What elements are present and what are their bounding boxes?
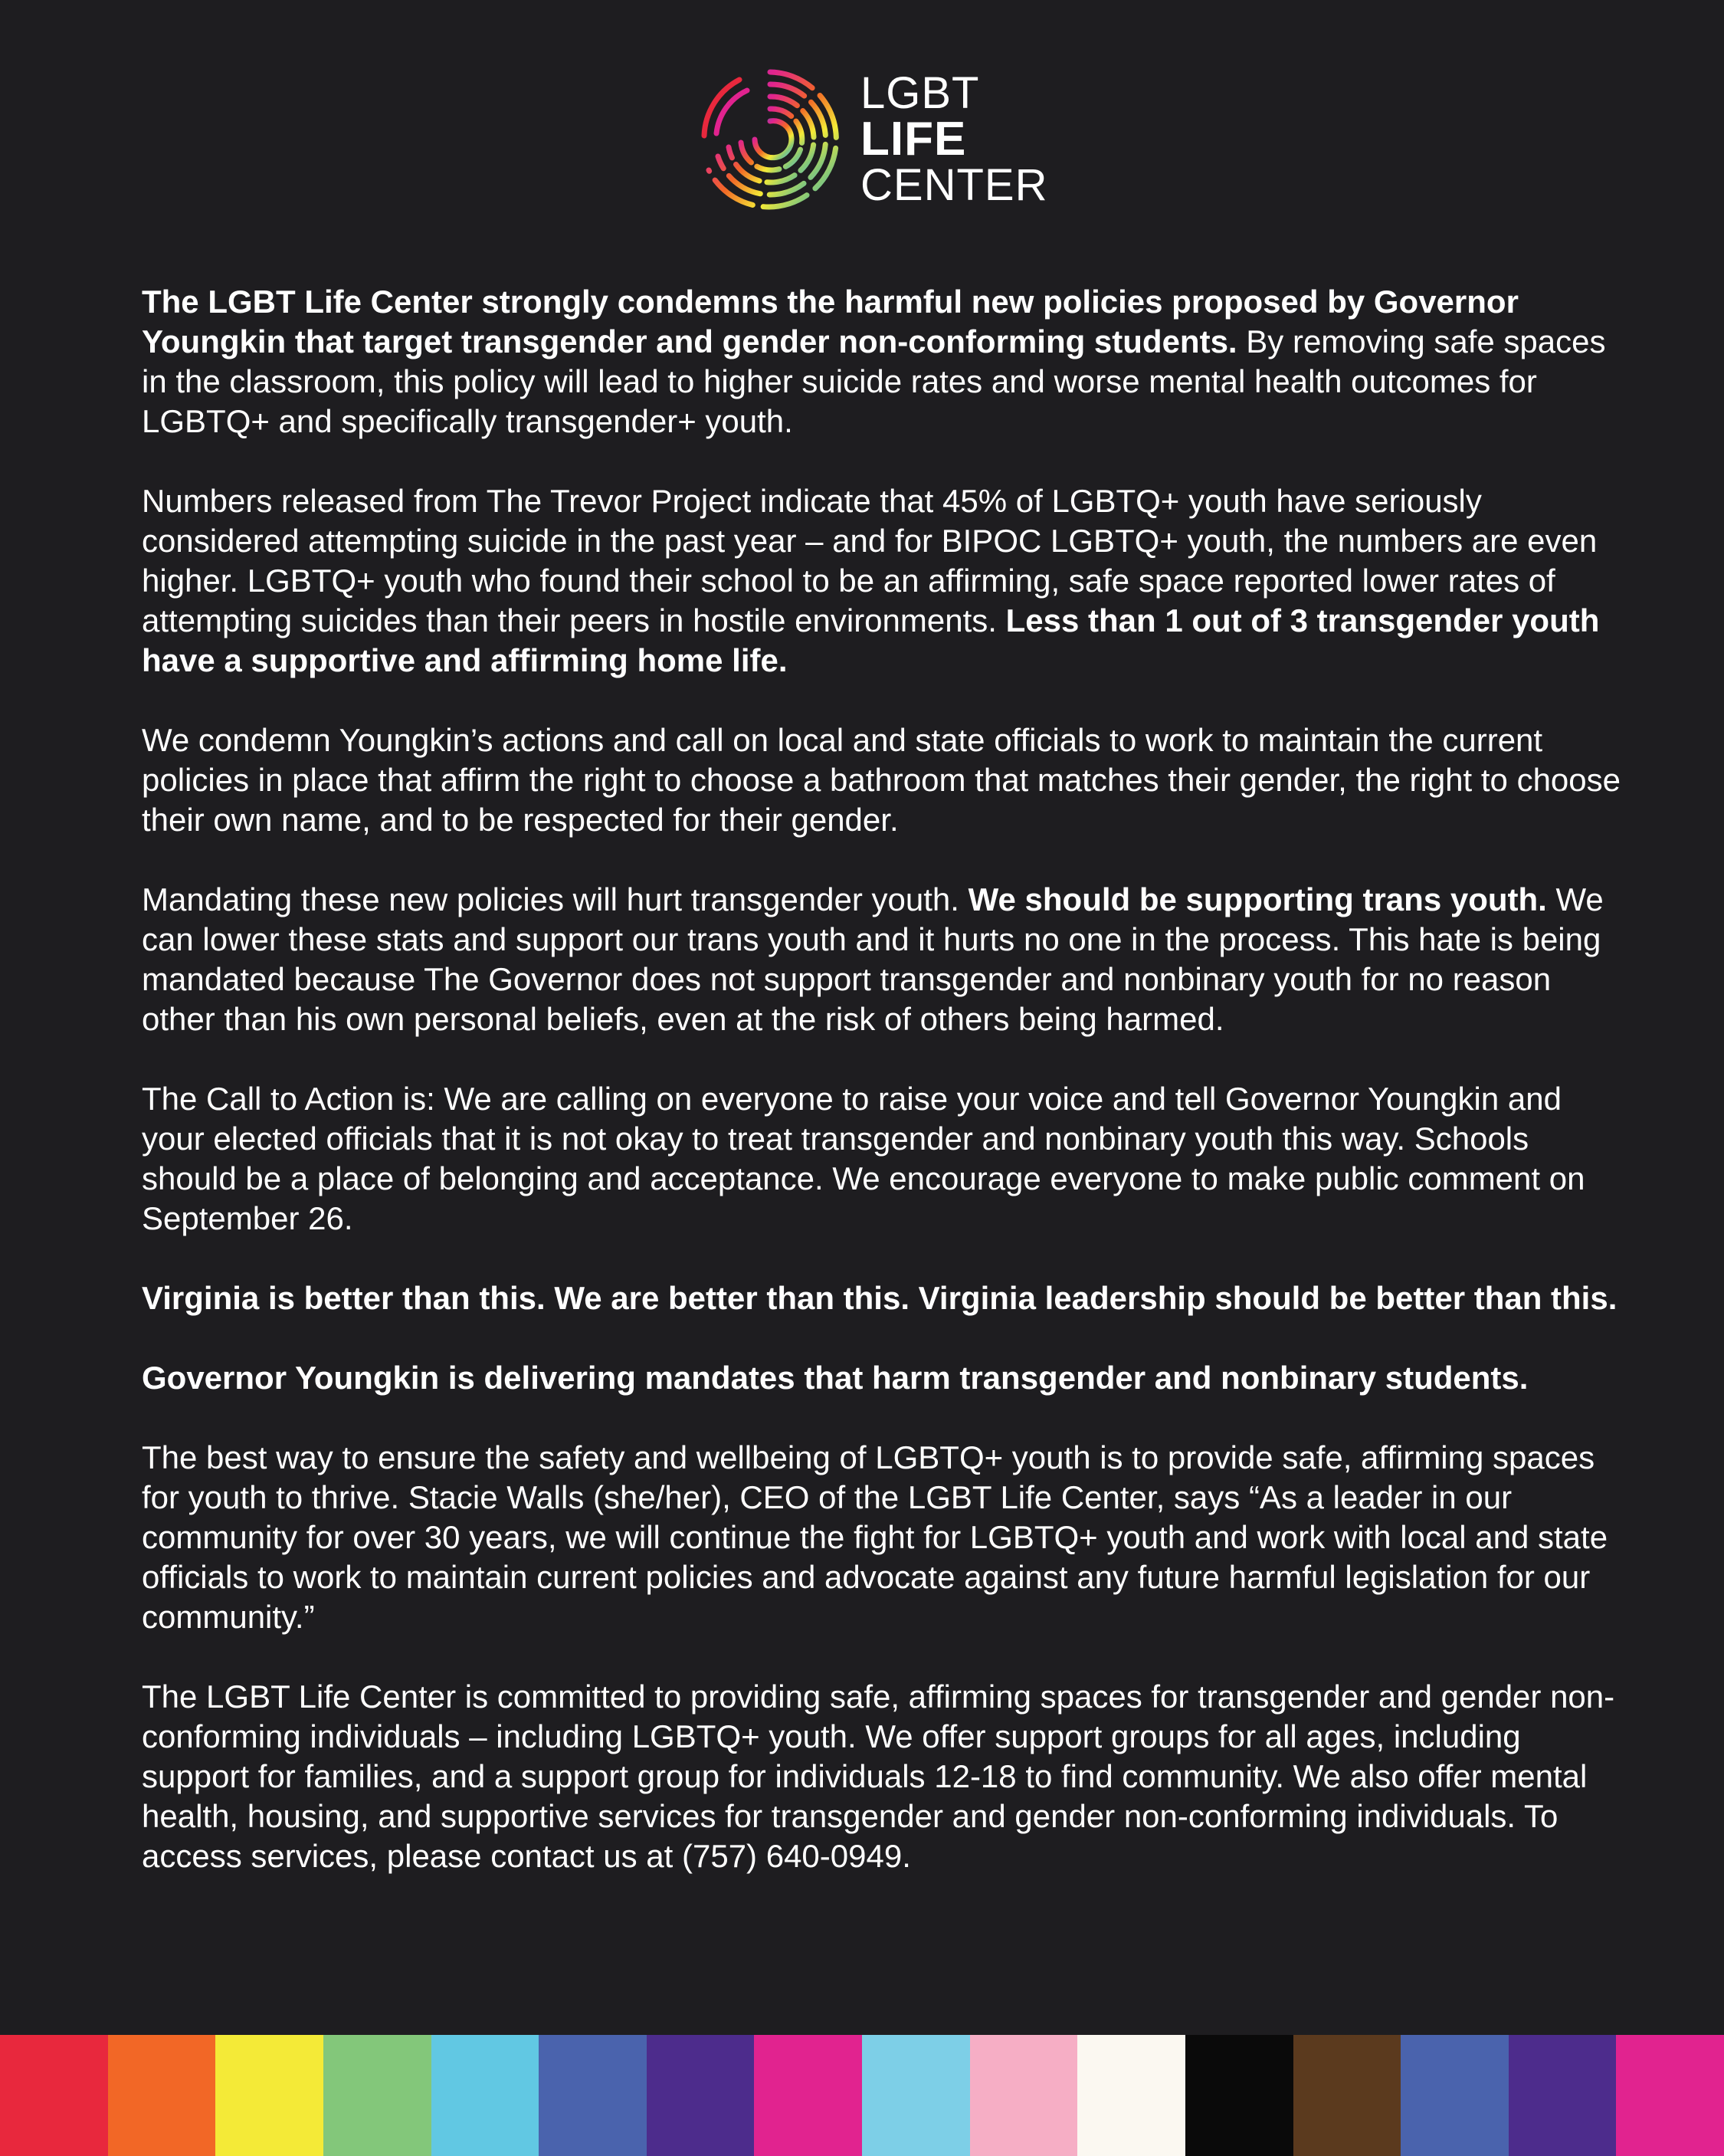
pride-stripe-14 <box>1401 2035 1509 2156</box>
paragraph-governor-mandates-bold: Governor Youngkin is delivering mandates that harm transgender and nonbinary students. <box>142 1360 1529 1396</box>
pride-stripe-footer <box>0 2035 1724 2156</box>
pride-stripe-6 <box>539 2035 647 2156</box>
press-release-body <box>142 282 1628 1916</box>
spiral-fingerprint-icon <box>693 63 847 216</box>
pride-stripe-1 <box>0 2035 108 2156</box>
paragraph-virginia-better <box>142 1278 1628 1318</box>
pride-stripe-12 <box>1185 2035 1293 2156</box>
pride-stripe-15 <box>1509 2035 1617 2156</box>
paragraph-condemnation <box>142 282 1628 441</box>
paragraph-call-to-action: The Call to Action is: We are calling on everyone to raise your voice and tell Governor Youngkin and your elected officials that it is not okay to treat transgender and nonbinary youth this way. Schools should be a place of belonging and acceptance. We encourage everyone to make public comment on September 26. <box>142 1081 1585 1236</box>
paragraph-condemnation-text: By removing safe spaces in the classroom, this policy will lead to higher suicide rates and worse mental health outcomes for LGBTQ+ and specifically transgender+ youth. <box>142 323 1606 439</box>
logo-line-lgbt: LGBT <box>860 68 980 118</box>
paragraph-mandating-text-after: We can lower these stats and support our trans youth and it hurts no one in the process. This hate is being mandated because The Governor does not support transgender and nonbinary youth for no reason other than his own personal beliefs, even at the risk of others being harmed. <box>142 881 1604 1037</box>
pride-stripe-10 <box>970 2035 1078 2156</box>
paragraph-mandating-text-before: Mandating these new policies will hurt transgender youth. <box>142 881 969 917</box>
pride-stripe-5 <box>431 2035 539 2156</box>
pride-stripe-16 <box>1616 2035 1724 2156</box>
paragraph-services: The LGBT Life Center is committed to providing safe, affirming spaces for transgender and gender non-conforming individuals – including LGBTQ+ youth. We offer support groups for all ages, including support for families, and a support group for individuals 12-18 to find community. We also offer mental health, housing, and supportive services for transgender and gender non-conforming individuals. To access services, please contact us at (757) 640-0949. <box>142 1679 1615 1874</box>
paragraph-trevor-project-bold-tail: Less than 1 out of 3 transgender youth have a supportive and affirming home life. <box>142 602 1600 678</box>
paragraph-virginia-better-bold: Virginia is better than this. We are better than this. Virginia leadership should be better than this. <box>142 1280 1617 1316</box>
logo-line-life: LIFE <box>860 113 967 166</box>
paragraph-trevor-project <box>142 481 1628 681</box>
paragraph-mandating-bold: We should be supporting trans youth. <box>968 881 1547 917</box>
logo-wordmark <box>860 68 1048 210</box>
pride-stripe-11 <box>1077 2035 1185 2156</box>
paragraph-condemn-actions: We condemn Youngkin’s actions and call on local and state officials to work to maintain the current policies in place that affirm the right to choose a bathroom that matches their gender, the right to choose their own name, and to be respected for their gender. <box>142 722 1621 838</box>
paragraph-mandating <box>142 880 1628 1039</box>
pride-stripe-2 <box>108 2035 216 2156</box>
pride-stripe-8 <box>754 2035 862 2156</box>
paragraph-condemnation-bold-lead: The LGBT Life Center strongly condemns the harmful new policies proposed by Governor Youngkin that target transgender and gender non-conforming students. <box>142 284 1519 359</box>
paragraph-trevor-project-text: Numbers released from The Trevor Project indicate that 45% of LGBTQ+ youth have seriously considered attempting suicide in the past year – and for BIPOC LGBTQ+ youth, the numbers are even higher. LGBTQ+ youth who found their school to be an affirming, safe space reported lower rates of attempting suicides than their peers in hostile environments. <box>142 483 1598 638</box>
pride-stripe-7 <box>647 2035 755 2156</box>
pride-stripe-9 <box>862 2035 970 2156</box>
pride-stripe-13 <box>1293 2035 1401 2156</box>
logo-line-center: CENTER <box>860 160 1048 210</box>
paragraph-governor-mandates <box>142 1358 1628 1398</box>
pride-stripe-3 <box>215 2035 323 2156</box>
paragraph-ceo-quote: The best way to ensure the safety and wellbeing of LGBTQ+ youth is to provide safe, affirming spaces for youth to thrive. Stacie Walls (she/her), CEO of the LGBT Life Center, says “As a leader in our community for over 30 years, we will continue the fight for LGBTQ+ youth and work with local and state officials to work to maintain current policies and advocate against any future harmful legislation for our community.” <box>142 1439 1608 1635</box>
pride-stripe-4 <box>323 2035 431 2156</box>
lgbt-life-center-logo <box>693 63 1048 216</box>
